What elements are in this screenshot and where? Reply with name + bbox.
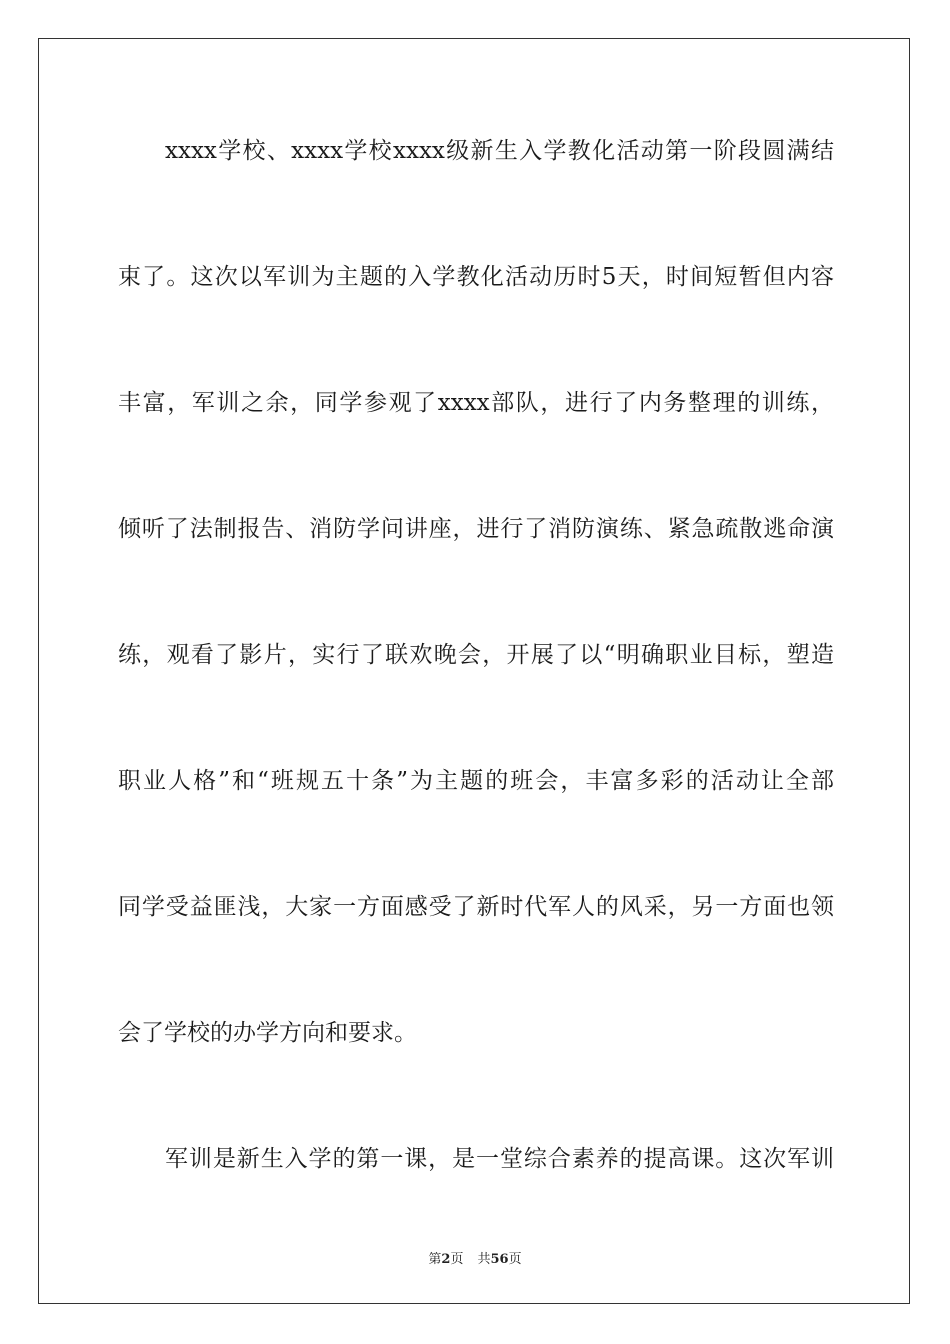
paragraph-1-line-7: 同学受益匪浅，大家一方面感受了新时代军人的风采，另一方面也领 xyxy=(118,894,834,920)
total-prefix: 共 xyxy=(477,1252,491,1267)
total-pages: 56 xyxy=(490,1252,509,1267)
paragraph-2-line-1: 军训是新生入学的第一课，是一堂综合素养的提高课。这次军训 xyxy=(165,1146,834,1172)
page-prefix: 第 xyxy=(428,1252,442,1267)
paragraph-1-line-2: 束了。这次以军训为主题的入学教化活动历时5天，时间短暂但内容 xyxy=(118,264,834,290)
page-number: 2 xyxy=(441,1252,451,1267)
page-footer xyxy=(0,1248,950,1267)
paragraph-1-line-4: 倾听了法制报告、消防学问讲座，进行了消防演练、紧急疏散逃命演 xyxy=(118,516,834,542)
page-suffix: 页 xyxy=(450,1252,464,1267)
total-suffix: 页 xyxy=(508,1252,522,1267)
paragraph-1-line-8: 会了学校的办学方向和要求。 xyxy=(118,1020,417,1046)
paragraph-1-line-3: 丰富，军训之余，同学参观了xxxx部队，进行了内务整理的训练， xyxy=(118,390,834,416)
paragraph-1-line-6: 职业人格”和“班规五十条”为主题的班会，丰富多彩的活动让全部 xyxy=(118,768,834,794)
paragraph-1-line-5: 练，观看了影片，实行了联欢晚会，开展了以“明确职业目标，塑造 xyxy=(118,642,834,668)
paragraph-1-line-1: xxxx学校、xxxx学校xxxx级新生入学教化活动第一阶段圆满结 xyxy=(165,138,834,164)
document-body xyxy=(118,131,834,1265)
